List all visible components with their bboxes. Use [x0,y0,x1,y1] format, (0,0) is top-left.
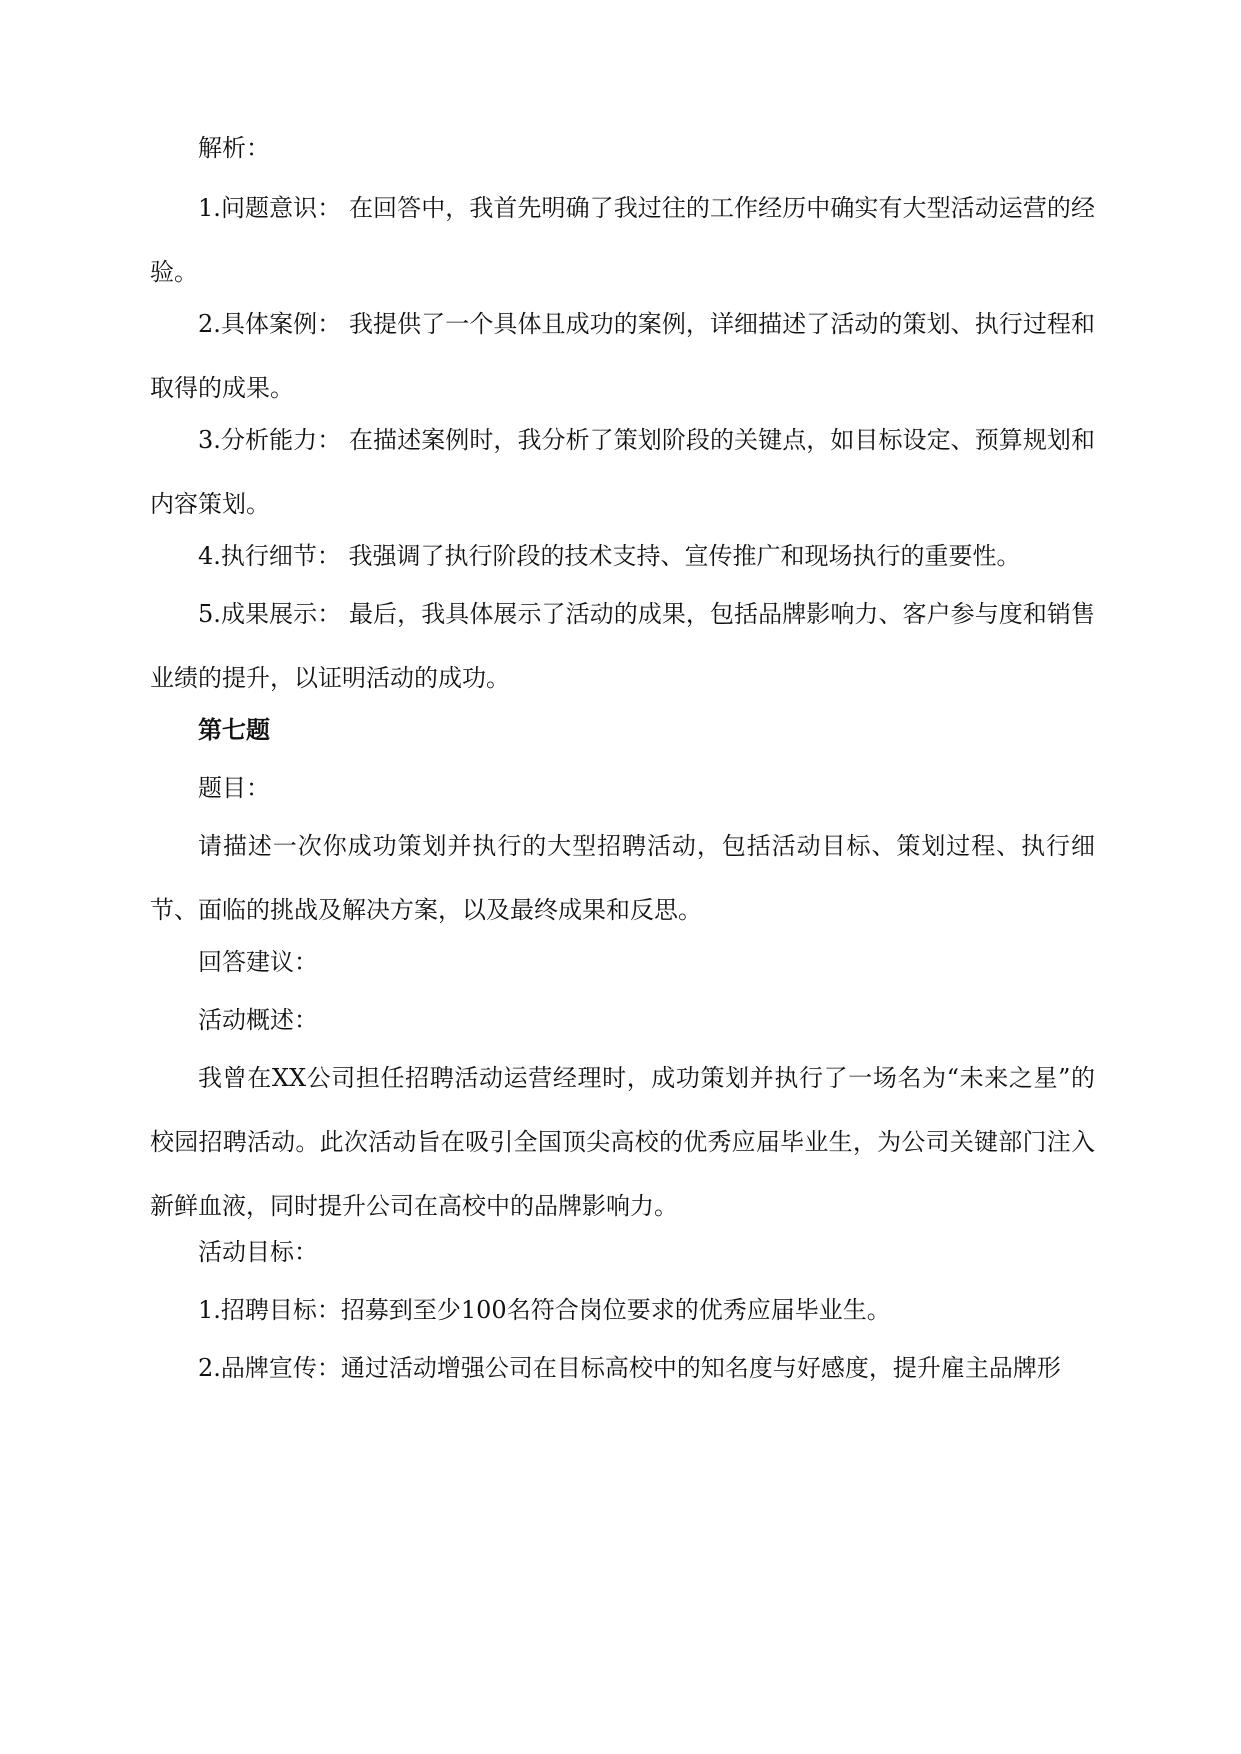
point-execution-details: 4.执行细节： 我强调了执行阶段的技术支持、宣传推广和现场执行的重要性。 [198,542,1021,570]
point-specific-case: 2.具体案例： 我提供了一个具体且成功的案例，详细描述了活动的策划、执行过程和取得的成果。 [150,310,1095,402]
section-heading: 第七题 [198,716,270,744]
activity-overview-text: 我曾在XX公司担任招聘活动运营经理时，成功策划并执行了一场名为“未来之星”的校园招聘活动。此次活动旨在吸引全国顶尖高校的优秀应届毕业生，为公司关键部门注入新鲜血液，同时提升公司在高校中的品牌影响力。 [150,1064,1095,1220]
activity-goals-label: 活动目标： [198,1238,318,1266]
point-results-display: 5.成果展示： 最后，我具体展示了活动的成果，包括品牌影响力、客户参与度和销售业绩的提升，以证明活动的成功。 [150,600,1095,692]
goal-brand-promotion: 2.品牌宣传：通过活动增强公司在目标高校中的知名度与好感度，提升雇主品牌形 [198,1354,1061,1382]
point-problem-awareness: 1.问题意识： 在回答中，我首先明确了我过往的工作经历中确实有大型活动运营的经验。 [150,194,1095,286]
answer-suggestion-label: 回答建议： [198,948,318,976]
goal-recruitment: 1.招聘目标：招募到至少100名符合岗位要求的优秀应届毕业生。 [198,1296,891,1324]
activity-overview-label: 活动概述： [198,1006,318,1034]
analysis-label: 解析： [198,134,270,162]
point-analysis-ability: 3.分析能力： 在描述案例时，我分析了策划阶段的关键点，如目标设定、预算规划和内容策划。 [150,426,1095,518]
question-text: 请描述一次你成功策划并执行的大型招聘活动，包括活动目标、策划过程、执行细节、面临的挑战及解决方案，以及最终成果和反思。 [150,832,1095,924]
question-label: 题目： [198,774,270,802]
